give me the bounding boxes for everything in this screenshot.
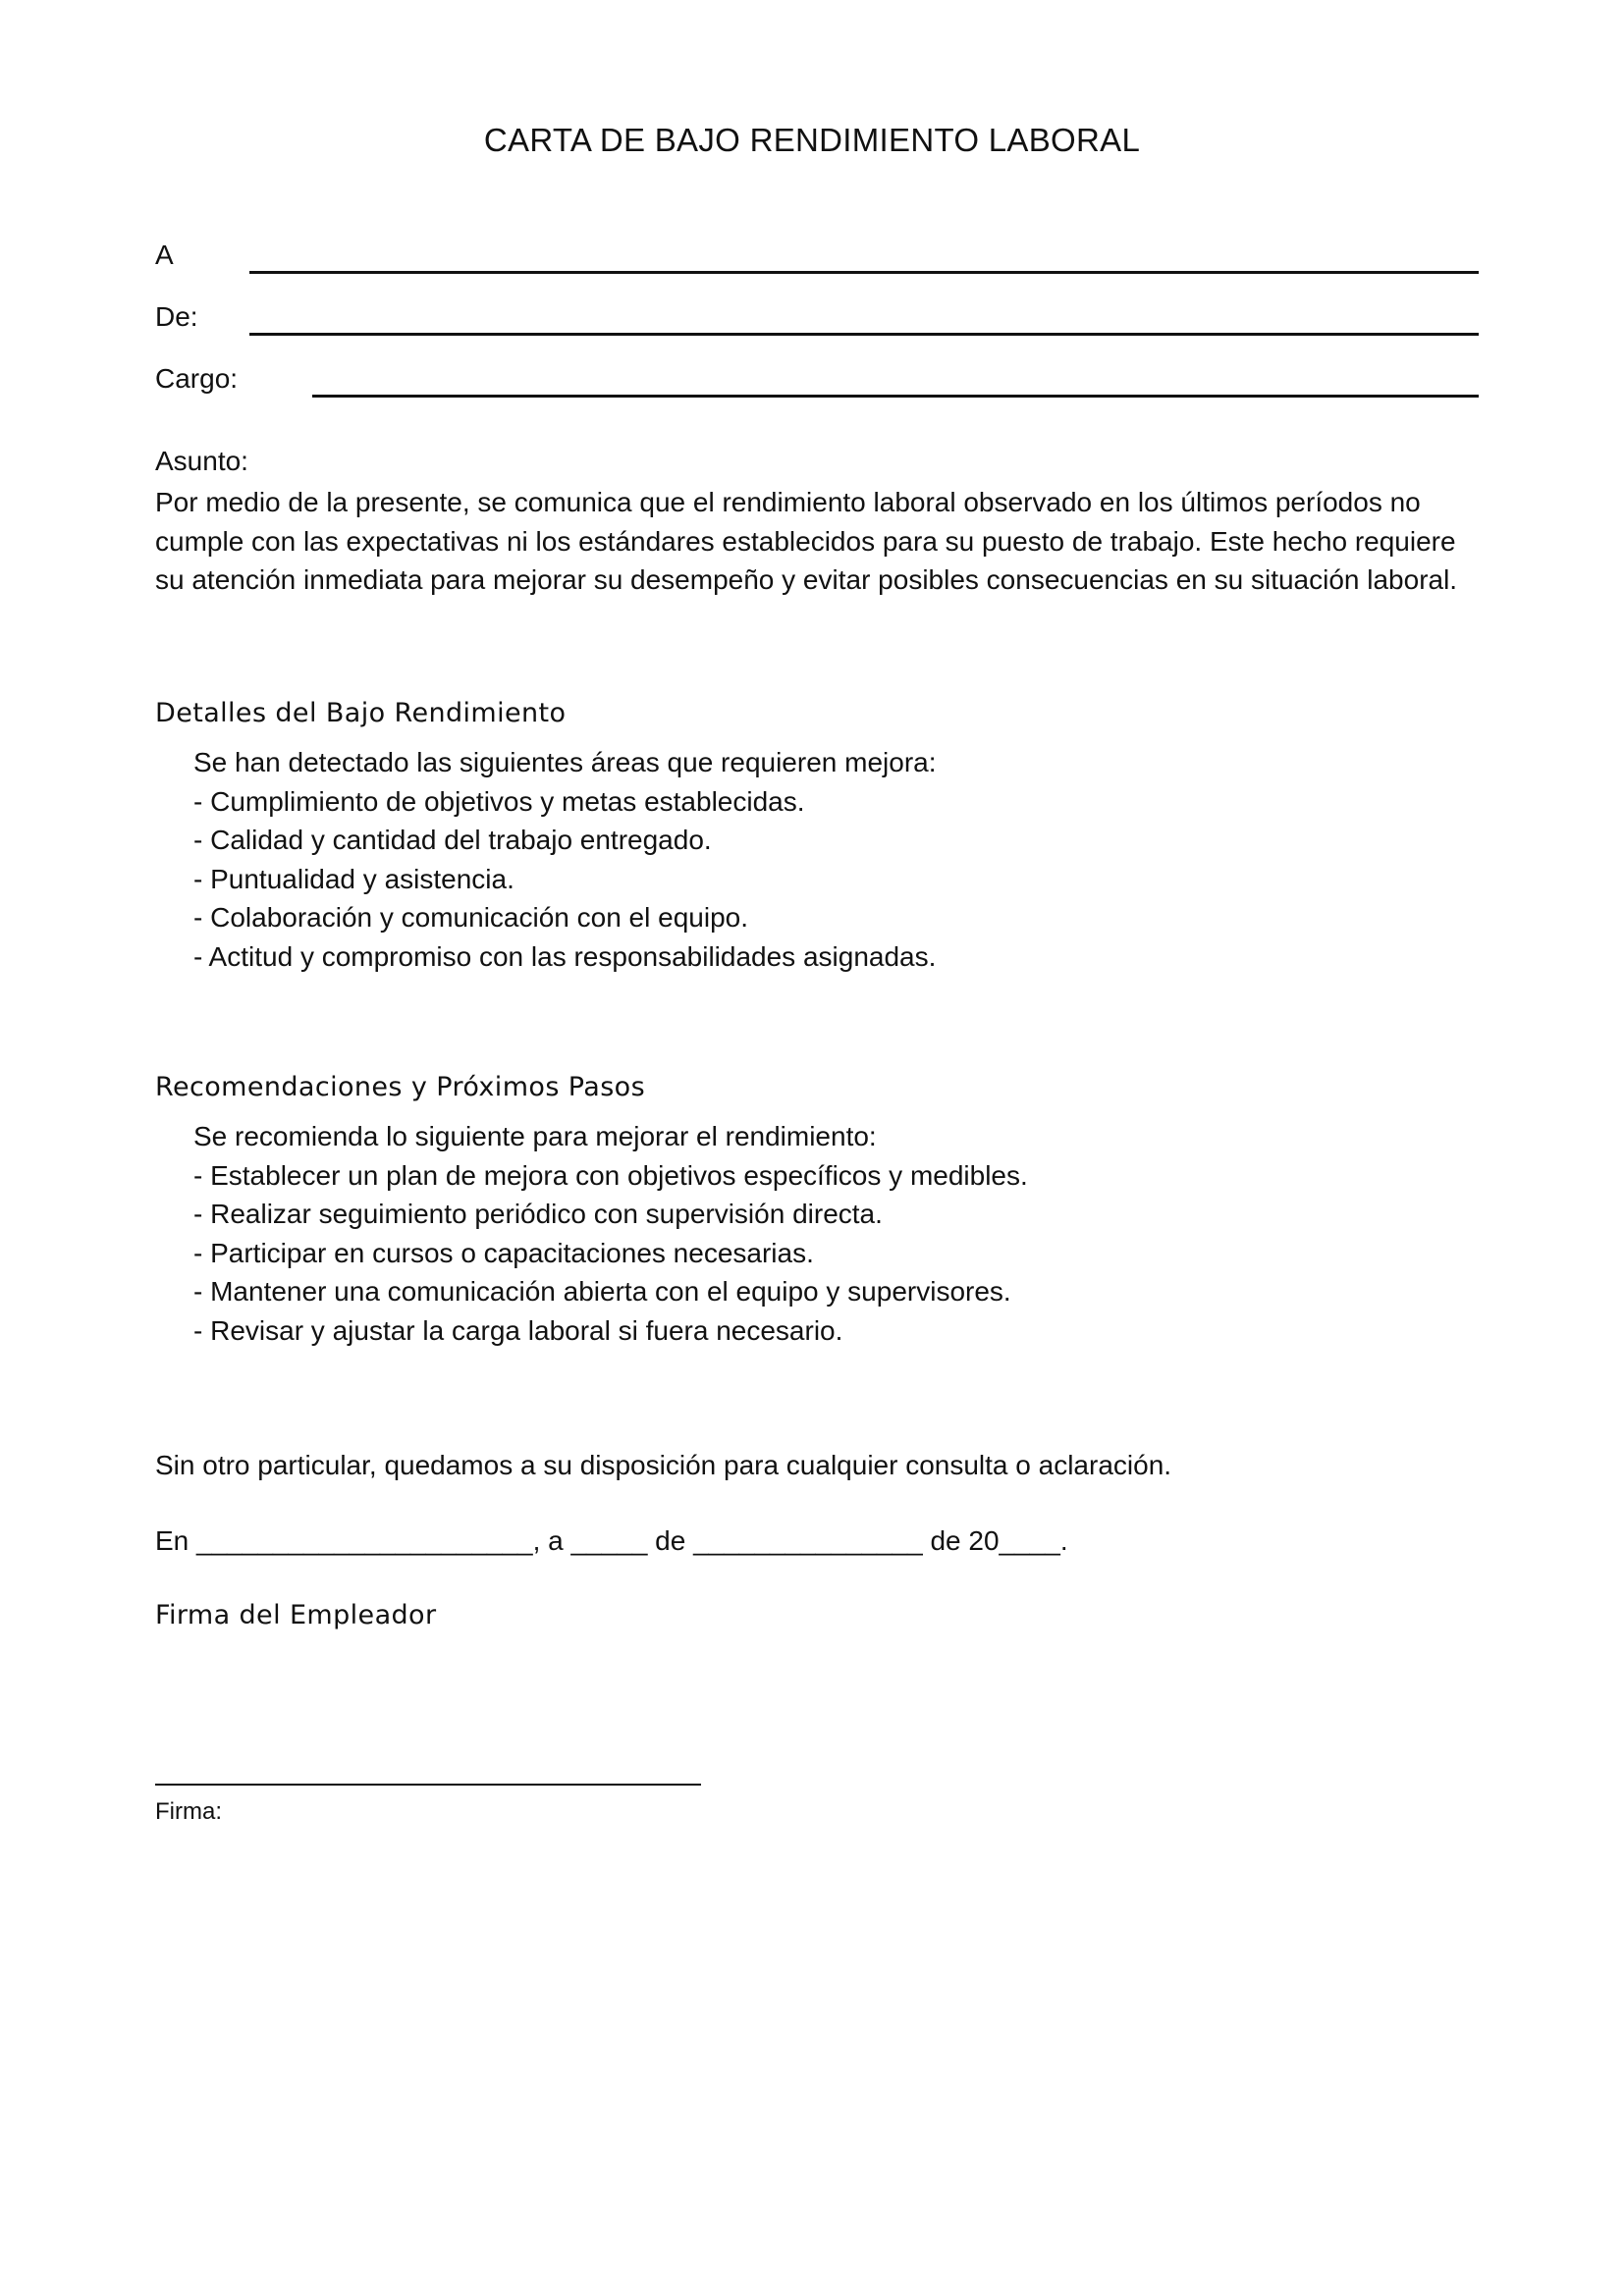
signature-line[interactable]: [155, 1784, 701, 1786]
subject-label: Asunto:: [155, 446, 248, 476]
to-label: A: [155, 240, 174, 270]
details-heading: Detalles del Bajo Rendimiento: [155, 698, 567, 728]
list-item: - Cumplimiento de objetivos y metas establecidas.: [193, 785, 805, 817]
intro-line: Por medio de la presente, se comunica que el rendimiento laboral observado en los últimos períodos no: [155, 487, 1421, 517]
place-date-line: En ______________________, a _____ de _______________ de 20____.: [155, 1525, 1068, 1556]
list-item: - Mantener una comunicación abierta con el equipo y supervisores.: [193, 1276, 1011, 1307]
recommendations-heading: Recomendaciones y Próximos Pasos: [155, 1072, 646, 1102]
recommendations-list: [193, 1117, 1028, 1350]
list-item: - Actitud y compromiso con las responsabilidades asignadas.: [193, 940, 937, 972]
closing-paragraph: Sin otro particular, quedamos a su disposición para cualquier consulta o aclaración.: [155, 1450, 1172, 1480]
intro-line: su atención inmediata para mejorar su desempeño y evitar posibles consecuencias en su situación laboral.: [155, 564, 1458, 595]
from-field-line[interactable]: [249, 333, 1479, 336]
details-list: [193, 743, 937, 976]
list-item: Se recomienda lo siguiente para mejorar el rendimiento:: [193, 1121, 877, 1151]
list-item: - Calidad y cantidad del trabajo entregado.: [193, 825, 712, 855]
list-item: - Participar en cursos o capacitaciones necesarias.: [193, 1237, 814, 1268]
list-item: - Revisar y ajustar la carga laboral si fuera necesario.: [193, 1314, 843, 1346]
position-label: Cargo:: [155, 363, 239, 394]
intro-line: cumple con las expectativas ni los estándares establecidos para su puesto de trabajo. Este hecho requiere: [155, 525, 1456, 557]
list-item: Se han detectado las siguientes áreas que requieren mejora:: [193, 747, 937, 777]
list-item: - Colaboración y comunicación con el equipo.: [193, 902, 748, 933]
position-field-line[interactable]: [312, 395, 1479, 398]
from-label: De:: [155, 301, 198, 332]
signature-heading: Firma del Empleador: [155, 1600, 437, 1630]
document-title: CARTA DE BAJO RENDIMIENTO LABORAL: [483, 122, 1141, 158]
intro-paragraph: [155, 483, 1490, 600]
list-item: - Puntualidad y asistencia.: [193, 863, 514, 894]
signature-label: Firma:: [155, 1798, 222, 1825]
list-item: - Establecer un plan de mejora con objetivos específicos y medibles.: [193, 1159, 1028, 1191]
to-field-line[interactable]: [249, 271, 1479, 274]
list-item: - Realizar seguimiento periódico con supervisión directa.: [193, 1199, 883, 1229]
